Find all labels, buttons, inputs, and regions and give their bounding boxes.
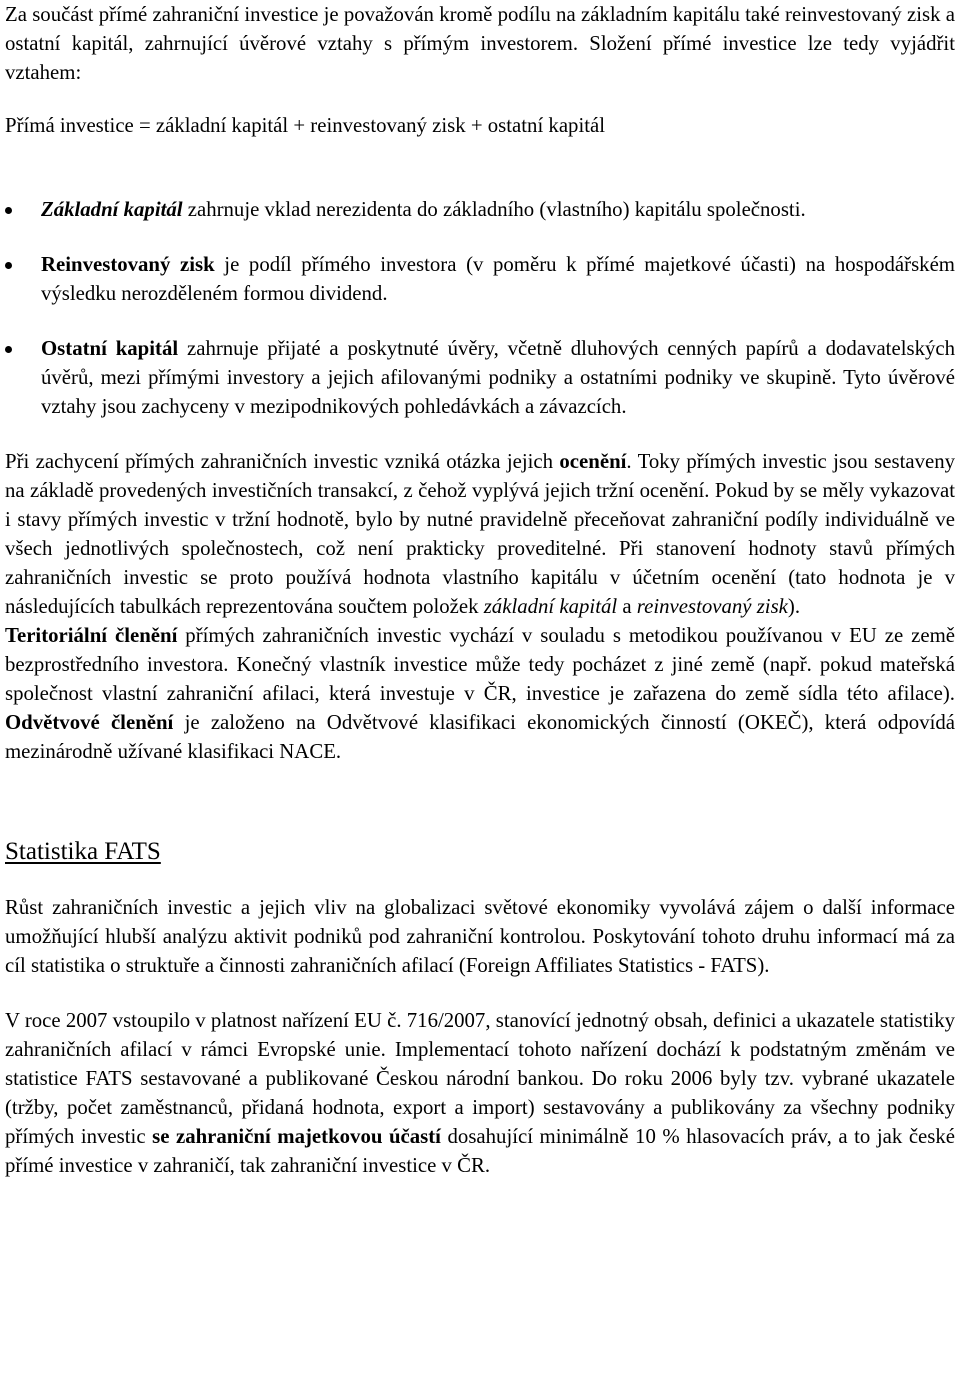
- valuation-text-2: . Toky přímých investic jsou sestaveny na základě provedených investičních transakcí, z čehož vyplývá jejich tržní ocenění. Pokud by se měly vykazovat i stavy přímých investic v tržní hodnotě, bylo by nutné pravidelně přeceňovat zahraniční podíly individuálně ve všech jednotlivých společnostech, což není prakticky proveditelné. Při stanovení hodnoty stavů přímých zahraničních investic se proto používá hodnota vlastního kapitálu v účetním ocenění (tato hodnota je v následujících tabulkách reprezentována součtem položek: [5, 450, 956, 618]
- reinvested-profit-description: je podíl přímého investora (v poměru k přímé majetkové účasti) na hospodářském výsledku nerozděleném formou dividend.: [41, 253, 955, 305]
- direct-investment-formula: Přímá investice = základní kapitál + reinvestovaný zisk + ostatní kapitál: [5, 114, 606, 137]
- term-other-capital: Ostatní kapitál: [41, 337, 179, 360]
- fats-text-1: V roce 2007 vstoupilo v platnost nařízení EU č. 716/2007, stanovící jednotný obsah, definici a ukazatele statistiky zahraničních afilací v rámci Evropské unie. Implementací tohoto nařízení dochází k podstatným změnám ve statistice FATS sestavované a publikované Českou národní bankou. Do roku 2006 byly tzv. vybrané ukazatele (tržby, počet zaměstnanců, přidaná hodnota, export a import) sestavovány a publikovány za všechny podniky přímých investic: [5, 1009, 955, 1148]
- fats-paragraph-1: Růst zahraničních investic a jejich vliv na globalizaci světové ekonomiky vyvolává zájem o další informace umožňující hlubší analýzu aktivit podniků pod zahraniční kontrolou. Poskytování tohoto druhu informací má za cíl statistika o struktuře a činnosti zahraničních afilací (Foreign Affiliates Statistics - FATS).: [5, 896, 955, 977]
- valuation-text-1: Při zachycení přímých zahraničních investic vzniká otázka jejich: [5, 450, 560, 473]
- fats-text-2: dosahující minimálně 10 % hlasovacích práv, a to jak české přímé investice v zahraničí, tak zahraniční investice v ČR.: [5, 1125, 956, 1177]
- capital-components-list: [5, 195, 955, 421]
- bullet-icon: [5, 262, 12, 269]
- foreign-ownership-term: se zahraniční majetkovou účastí: [152, 1125, 441, 1148]
- classification-paragraph: [5, 621, 955, 766]
- bullet-icon: [5, 207, 12, 214]
- list-item: [5, 195, 955, 224]
- valuation-term: ocenění: [559, 450, 627, 473]
- fats-paragraph-2: [5, 1006, 955, 1180]
- section-heading-fats: Statistika FATS: [5, 838, 161, 865]
- list-item: [5, 334, 955, 421]
- classification-text-1: přímých zahraničních investic vychází v souladu s metodikou používanou v EU ze země bezprostředního investora. Konečný vlastník investice může tedy pocházet z jiné země (např. pokud mateřská společnost vlastní zahraniční afilaci, která investuje v ČR, investice je zařazena do země sídla této afilace).: [5, 624, 955, 705]
- valuation-text-4: ).: [787, 595, 801, 618]
- term-reinvested-profit: Reinvestovaný zisk: [41, 253, 215, 276]
- other-capital-description: zahrnuje přijaté a poskytnuté úvěry, včetně dluhových cenných papírů a dodavatelských úvěrů, mezi přímými investory a jejich afilovanými podniky a ostatními podniky ve skupině. Tyto úvěrové vztahy jsou zachyceny v mezipodnikových pohledávkách a závazcích.: [41, 337, 955, 418]
- document-page: [5, 0, 955, 1180]
- valuation-text-3: a: [617, 595, 637, 618]
- basic-capital-description: zahrnuje vklad nerezidenta do základního (vlastního) kapitálu společnosti.: [182, 198, 806, 221]
- intro-paragraph: Za součást přímé zahraniční investice je považován kromě podílu na základním kapitálu také reinvestovaný zisk a ostatní kapitál, zahrnující úvěrové vztahy s přímým investorem. Složení přímé investice lze tedy vyjádřit vztahem:: [5, 3, 955, 84]
- bullet-icon: [5, 346, 12, 353]
- basic-capital-italic: základní kapitál: [483, 595, 618, 618]
- sector-classification-term: Odvětvové členění: [5, 711, 174, 734]
- reinvested-profit-italic: reinvestovaný zisk: [636, 595, 788, 618]
- list-item: [5, 250, 955, 308]
- classification-text-2: je založeno na Odvětvové klasifikaci ekonomických činností (OKEČ), která odpovídá mezinárodně užívané klasifikaci NACE.: [5, 711, 955, 763]
- valuation-paragraph: [5, 447, 955, 621]
- term-basic-capital: Základní kapitál: [41, 198, 183, 221]
- territorial-classification-term: Teritoriální členění: [5, 624, 178, 647]
